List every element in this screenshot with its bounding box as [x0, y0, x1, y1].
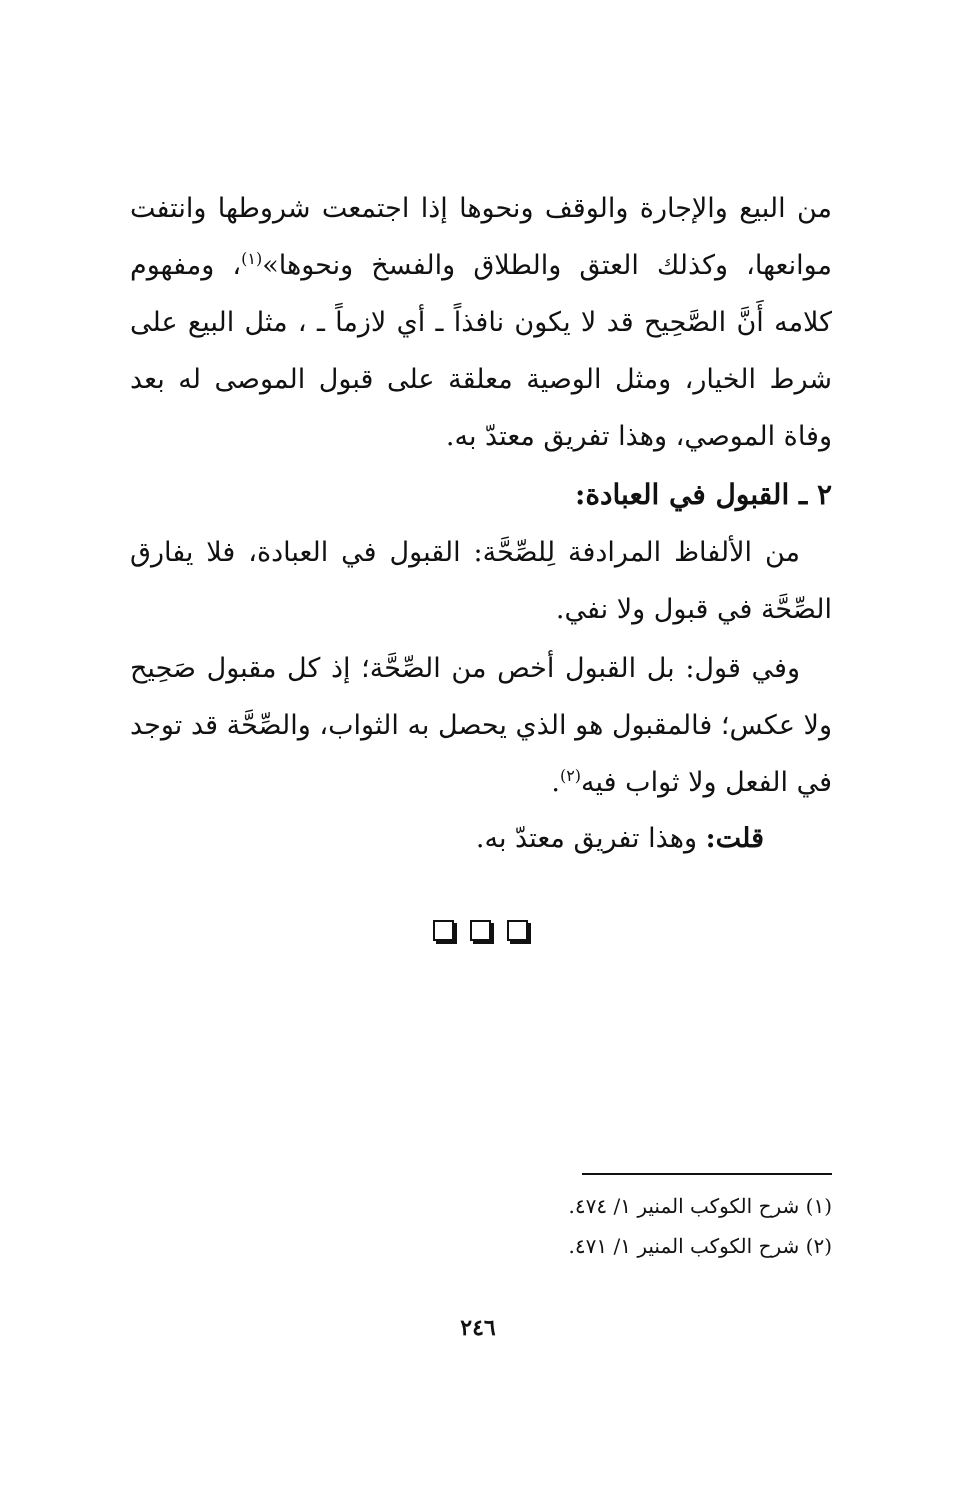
paragraph-3-text: وفي قول: بل القبول أخص من الصِّحَّة؛ إذ كل مقبول صَحِيح ولا عكس؛ فالمقبول هو الذي يحصل به الثواب، والصِّحَّة قد توجد في الفعل ولا ثواب فيه — [130, 653, 832, 798]
footnote-ref-1[interactable]: (١) — [241, 249, 263, 268]
paragraph-2: من الألفاظ المرادفة لِلصِّحَّة: القبول في العبادة، فلا يفارق الصِّحَّة في قبول ولا نفي. — [130, 537, 832, 625]
paragraph-4 — [476, 810, 764, 867]
section-heading: ٢ ـ القبول في العبادة: — [575, 478, 832, 511]
footnote-1: (١) شرح الكوكب المنير ١/ ٤٧٤. — [568, 1194, 832, 1218]
paragraph-3-end: . — [551, 767, 560, 798]
footnote-2: (٢) شرح الكوكب المنير ١/ ٤٧١. — [568, 1234, 832, 1258]
square-ornament-icon — [433, 920, 454, 941]
footnotes — [569, 1186, 832, 1266]
footnote-ref-2[interactable]: (٢) — [559, 766, 582, 785]
paragraph-4-text: وهذا تفريق معتدّ به. — [475, 823, 706, 854]
paragraph-1-continued: ، ومفهوم كلامه أَنَّ الصَّحِيح قد لا يكون نافذاً ـ أي لازماً ـ ، مثل البيع على شرط الخيار، ومثل الوصية معلقة على قبول الموصى له بعد وفاة الموصي، وهذا تفريق معتدّ به. — [130, 250, 832, 452]
section-divider-ornament — [433, 920, 528, 941]
paragraph-1 — [130, 180, 832, 465]
square-ornament-icon — [470, 920, 491, 941]
page-number: ٢٤٦ — [460, 1315, 496, 1341]
square-ornament-icon — [507, 920, 528, 941]
paragraph-4-lead: قلت: — [705, 823, 764, 854]
paragraph-3 — [130, 640, 832, 811]
paragraph-1-text: من البيع والإجارة والوقف ونحوها إذا اجتمعت شروطها وانتفت موانعها، وكذلك العتق والطلاق والفسخ ونحوها» — [130, 193, 832, 281]
footnote-separator — [582, 1173, 832, 1175]
